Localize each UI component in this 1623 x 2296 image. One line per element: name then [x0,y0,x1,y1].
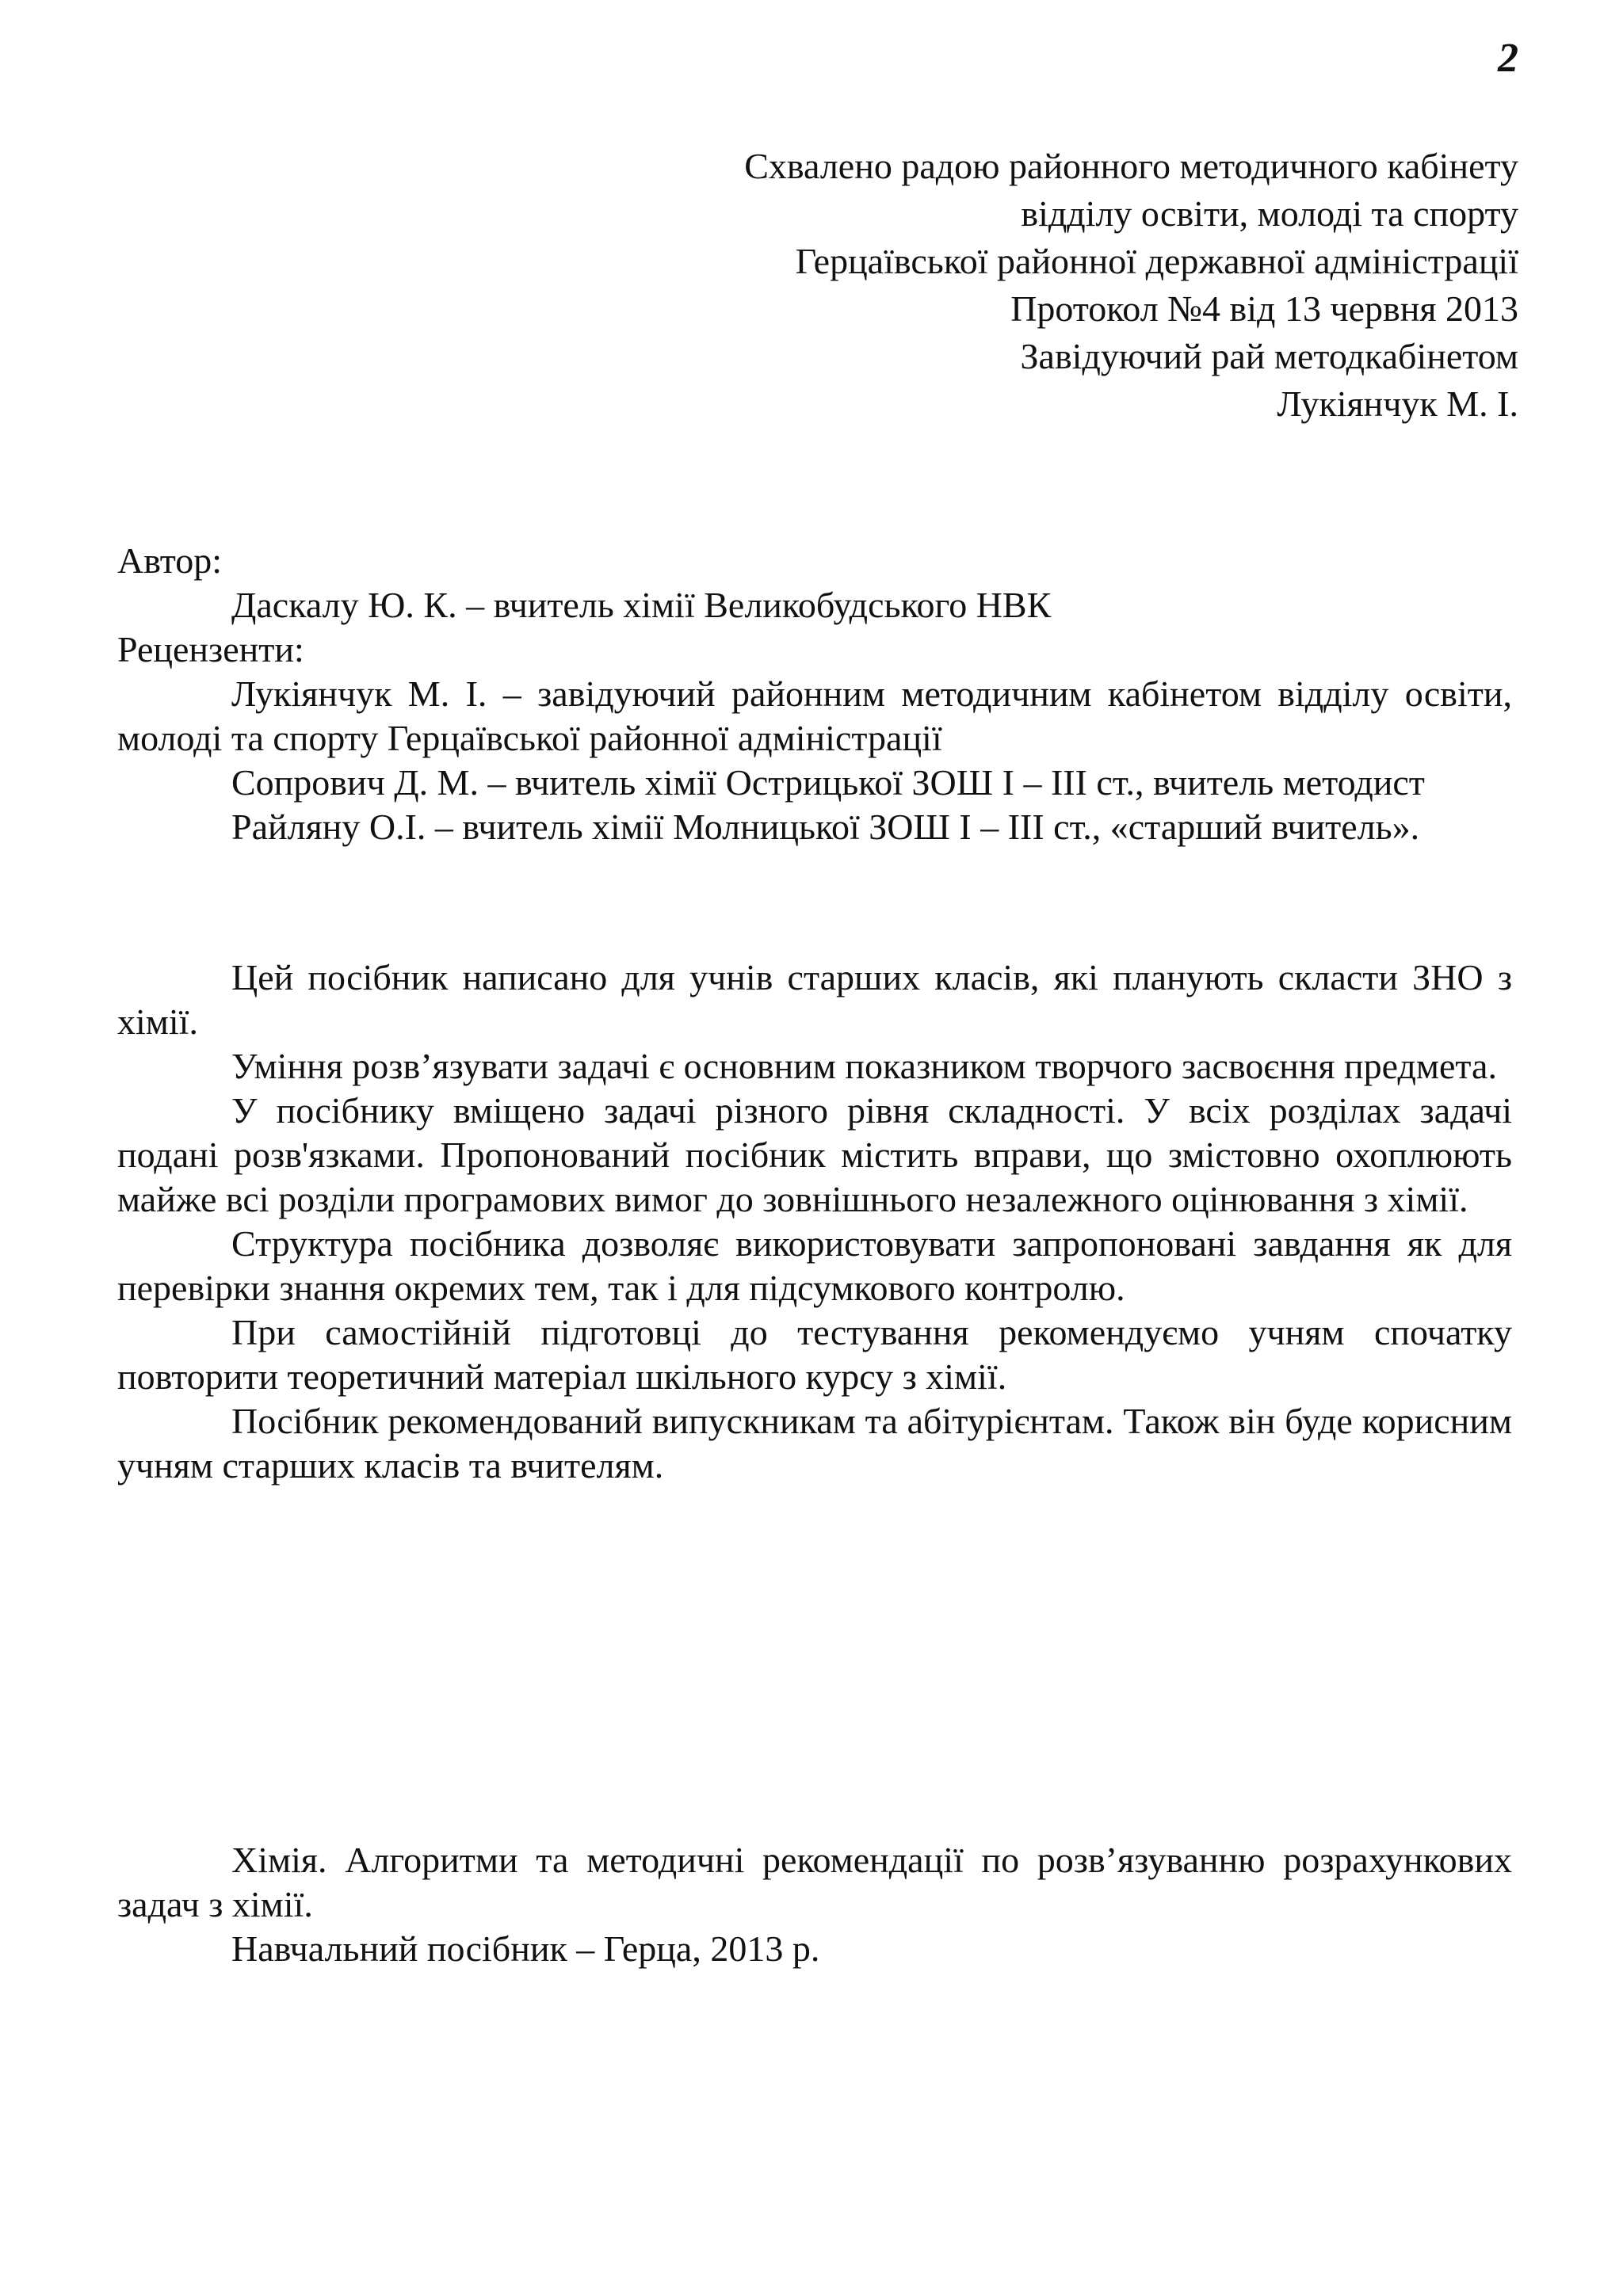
book-title: Хімія. Алгоритми та методичні рекомендації по розв’язуванню розрахункових задач з хімії. [117,1840,1512,1924]
approval-line: Протокол №4 від 13 червня 2013 [1010,288,1518,329]
intro-paragraph: Уміння розв’язувати задачі є основним показником творчого засвоєння предмета. [231,1046,1497,1086]
approval-line: відділу освіти, молоді та спорту [1021,193,1518,234]
reviewer-entry: Лукіянчук М. І. – завідуючий районним методичним кабінетом відділу освіти, молоді та спорту Герцаївської районної адміністрації [117,673,1512,758]
book-info-section [117,1838,1512,1971]
reviewers-label: Рецензенти: [117,629,304,669]
intro-paragraph: Структура посібника дозволяє використовувати запропоновані завдання як для перевірки знання окремих тем, так і для підсумкового контролю. [117,1223,1512,1308]
reviewer-entry: Райляну О.І. – вчитель хімії Молницької ЗОШ І – ІІІ ст., «старший вчитель». [231,807,1420,847]
approval-line: Схвалено радою районного методичного кабінету [744,146,1518,186]
approval-line: Завідуючий рай методкабінетом [1020,336,1518,376]
intro-section [117,955,1512,1488]
intro-paragraph: Посібник рекомендований випускникам та абітурієнтам. Також він буде корисним учням старших класів та вчителям. [117,1401,1512,1486]
intro-paragraph: Цей посібник написано для учнів старших класів, які планують скласти ЗНО з хімії. [117,957,1512,1042]
author-label: Автор: [117,540,223,581]
approval-block [409,143,1518,428]
reviewer-entry: Сопрович Д. М. – вчитель хімії Острицької ЗОШ І – ІІІ ст., вчитель методист [231,762,1425,803]
intro-paragraph: У посібнику вміщено задачі різного рівня складності. У всіх розділах задачі подані розв'язками. Пропонований посібник містить вправи, що змістовно охоплюють майже всі розділи програмових вимог до зовнішнього незалежного оцінювання з хімії. [117,1090,1512,1219]
page-number: 2 [1498,36,1518,81]
book-publication: Навчальний посібник – Герца, 2013 р. [231,1928,820,1969]
intro-paragraph: При самостійній підготовці до тестування рекомендуємо учням спочатку повторити теоретичний матеріал шкільного курсу з хімії. [117,1312,1512,1397]
authors-section [117,539,1512,849]
approval-line: Герцаївської районної державної адміністрації [795,241,1518,281]
approval-line: Лукіянчук М. І. [1277,383,1518,424]
author-entry: Даскалу Ю. К. – вчитель хімії Великобудського НВК [231,585,1052,625]
